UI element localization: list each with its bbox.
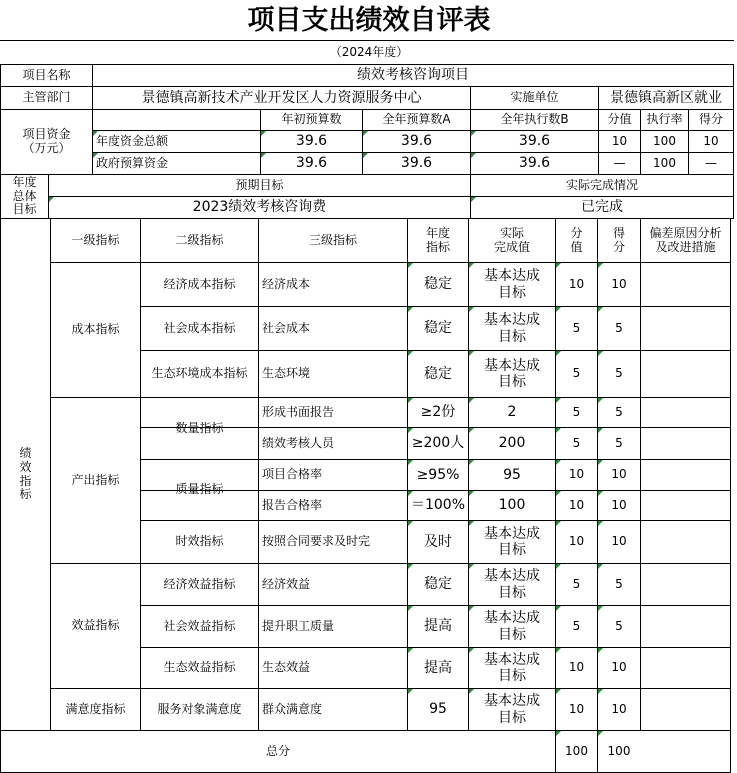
deviation-note [641, 606, 730, 647]
score-value: 5 [572, 618, 581, 633]
page-title: 项目支出绩效自评表 [247, 4, 491, 36]
annual-target: ≥2份 [420, 404, 456, 421]
cell-marker [261, 131, 266, 136]
got-value: 5 [615, 366, 623, 381]
annual-target: ≥200人 [411, 435, 465, 452]
cell-marker [598, 689, 603, 694]
annual-target: ≥95% [416, 466, 460, 483]
got-value: 5 [615, 576, 623, 591]
cell-marker [469, 428, 474, 433]
actual-value: 95 [503, 466, 521, 483]
funds-header: 年初预算数 [281, 112, 342, 127]
level1-indicator: 满意度指标 [65, 701, 126, 716]
cell-marker [363, 131, 368, 136]
cell-marker [93, 153, 98, 158]
annual-target: 稳定 [424, 576, 452, 593]
cell-marker [469, 648, 474, 653]
level1-indicator: 成本指标 [71, 322, 120, 337]
funds-value: 100 [653, 155, 676, 170]
funds-header: 全年预算数A [382, 112, 451, 127]
cell-marker [598, 351, 603, 356]
impl-unit: 景德镇高新区就业 [610, 89, 722, 106]
cell-marker [408, 521, 413, 526]
annual-target: 稳定 [424, 320, 452, 337]
grid-line [0, 40, 734, 41]
level3-indicator: 生态环境 [262, 366, 311, 381]
funds-value: 39.6 [518, 133, 551, 150]
cell-marker [408, 351, 413, 356]
funds-header: 分值 [607, 112, 632, 127]
got-value: 10 [611, 701, 627, 716]
cell-marker [556, 606, 561, 611]
cell-marker [408, 307, 413, 312]
level3-indicator: 经济效益 [262, 576, 311, 591]
perf-header: 三级指标 [308, 232, 357, 247]
project-name-label: 项目名称 [22, 67, 71, 82]
cell-marker [556, 521, 561, 526]
cell-marker [408, 398, 413, 403]
score-value: 5 [572, 320, 581, 335]
deviation-note [641, 689, 730, 730]
deviation-note [641, 428, 730, 459]
annual-target: 稳定 [424, 365, 452, 382]
perf-label: 绩 效 指 标 [19, 445, 32, 502]
funds-value: 39.6 [295, 133, 328, 150]
level2-indicator: 时效指标 [175, 534, 224, 549]
funds-value: — [705, 155, 717, 170]
cell-marker [598, 564, 603, 569]
cell-marker [598, 606, 603, 611]
funds-row-label: 政府预算资金 [96, 155, 169, 170]
got-value: 10 [611, 497, 627, 512]
annual-target: 及时 [424, 533, 452, 550]
cell-marker [469, 521, 474, 526]
deviation-note [641, 351, 730, 397]
deviation-note [641, 307, 730, 350]
level3-indicator: 社会成本 [262, 320, 311, 335]
deviation-note [641, 263, 730, 306]
score-value: 5 [572, 366, 581, 381]
score-value: 5 [572, 576, 581, 591]
perf-header: 得 分 [612, 225, 625, 254]
cell-marker [598, 521, 603, 526]
level1-indicator: 产出指标 [71, 472, 120, 487]
annual-target: ＝100% [410, 497, 466, 514]
cell-marker [556, 428, 561, 433]
cell-marker [408, 263, 413, 268]
cell-marker [556, 564, 561, 569]
level2-indicator: 服务对象满意度 [157, 701, 242, 716]
level3-indicator: 项目合格率 [262, 467, 323, 482]
cell-marker [408, 564, 413, 569]
score-value: 10 [568, 534, 585, 549]
actual-value: 基本达成 目标 [484, 357, 540, 390]
actual-value: 基本达成 目标 [484, 693, 540, 726]
annual-target: 95 [429, 701, 447, 718]
perf-header: 实际 完成值 [493, 225, 530, 254]
actual-value: 基本达成 目标 [484, 610, 540, 643]
deviation-note [641, 460, 730, 490]
dept-name: 景德镇高新技术产业开发区人力资源服务中心 [141, 89, 422, 106]
level3-indicator: 按照合同要求及时完 [262, 534, 371, 549]
funds-value: 10 [611, 133, 628, 148]
deviation-note [641, 398, 730, 427]
cell-marker [469, 491, 474, 496]
cell-marker [471, 197, 476, 202]
impl-label: 实施单位 [510, 90, 559, 105]
cell-marker [556, 689, 561, 694]
got-value: 5 [615, 404, 623, 419]
cell-marker [469, 606, 474, 611]
cell-marker [556, 263, 561, 268]
deviation-note [641, 491, 730, 520]
deviation-note [641, 521, 730, 563]
cell-marker [598, 731, 603, 736]
level3-indicator: 形成书面报告 [262, 404, 335, 419]
level2-indicator: 数量指标 [175, 420, 224, 435]
funds-value: 39.6 [400, 155, 433, 172]
actual-value: 2 [507, 404, 517, 421]
got-value: 10 [611, 660, 627, 675]
score-value: 10 [568, 497, 585, 512]
cell-marker [598, 491, 603, 496]
goal-actual: 已完成 [581, 199, 623, 216]
cell-marker [93, 131, 98, 136]
actual-value: 基本达成 目标 [484, 312, 540, 345]
funds-label: 项目资金 （万元） [22, 127, 71, 155]
score-value: 10 [568, 701, 585, 716]
level2-indicator: 生态环境成本指标 [151, 366, 248, 381]
cell-marker [408, 689, 413, 694]
got-value: 10 [611, 534, 627, 549]
cell-marker [471, 153, 476, 158]
score-value: 10 [568, 276, 585, 291]
funds-row-label: 年度资金总额 [96, 133, 169, 148]
cell-marker [598, 307, 603, 312]
score-value: 10 [568, 660, 585, 675]
cell-marker [598, 398, 603, 403]
funds-header: 执行率 [646, 112, 683, 127]
funds-value: 39.6 [295, 155, 328, 172]
cell-marker [408, 428, 413, 433]
level2-indicator: 质量指标 [175, 482, 224, 497]
got-value: 5 [615, 435, 623, 450]
perf-header: 年度 指标 [425, 225, 450, 254]
level2-indicator: 生态效益指标 [163, 660, 236, 675]
cell-marker [556, 460, 561, 465]
cell-marker [556, 731, 561, 736]
cell-marker [469, 398, 474, 403]
cell-marker [49, 197, 54, 202]
grid-line [733, 64, 734, 175]
funds-header: 全年执行数B [500, 112, 569, 127]
annual-target: 提高 [424, 659, 452, 676]
level3-indicator: 经济成本 [262, 276, 311, 291]
cell-marker [469, 263, 474, 268]
funds-value: 39.6 [518, 155, 551, 172]
funds-header: 得分 [698, 112, 723, 127]
goal-expected-header: 预期目标 [235, 177, 284, 192]
perf-header: 分 值 [570, 225, 583, 254]
actual-value: 基本达成 目标 [484, 268, 540, 301]
deviation-note [641, 648, 730, 688]
level3-indicator: 提升职工质量 [262, 618, 335, 633]
level3-indicator: 生态效益 [262, 660, 311, 675]
level3-indicator: 群众满意度 [262, 701, 323, 716]
dept-label: 主管部门 [22, 90, 71, 105]
perf-header: 一级指标 [71, 232, 120, 247]
cell-marker [469, 351, 474, 356]
level3-indicator: 绩效考核人员 [262, 435, 335, 450]
cell-marker [261, 153, 266, 158]
got-value: 5 [615, 320, 623, 335]
cell-marker [556, 398, 561, 403]
cell-marker [469, 460, 474, 465]
grid-line [730, 218, 731, 773]
cell-marker [471, 131, 476, 136]
total-label: 总分 [265, 743, 290, 758]
cell-marker [598, 428, 603, 433]
actual-value: 基本达成 目标 [484, 568, 540, 601]
cell-marker [598, 263, 603, 268]
total-got: 100 [607, 743, 631, 758]
actual-value: 基本达成 目标 [484, 525, 540, 558]
actual-value: 200 [498, 435, 526, 452]
actual-value: 基本达成 目标 [484, 651, 540, 684]
cell-marker [598, 460, 603, 465]
cell-marker [556, 307, 561, 312]
cell-marker [556, 351, 561, 356]
cell-marker [408, 606, 413, 611]
score-value: 5 [572, 435, 581, 450]
cell-marker [469, 689, 474, 694]
deviation-note [641, 564, 730, 605]
cell-marker [598, 648, 603, 653]
level2-indicator: 社会成本指标 [163, 320, 236, 335]
grid-line [733, 174, 734, 219]
goal-label: 年度 总体 目标 [12, 174, 37, 217]
total-score: 100 [565, 743, 588, 758]
cell-marker [363, 153, 368, 158]
level2-indicator: 社会效益指标 [163, 618, 236, 633]
got-value: 10 [611, 467, 627, 482]
cell-marker [556, 648, 561, 653]
perf-header: 二级指标 [175, 232, 224, 247]
annual-target: 提高 [424, 618, 452, 635]
perf-header: 偏差原因分析 及改进措施 [649, 225, 722, 254]
project-name: 绩效考核咨询项目 [357, 67, 469, 84]
year-note: （2024年度） [329, 44, 409, 59]
cell-marker [408, 460, 413, 465]
funds-value: 10 [703, 133, 719, 148]
cell-marker [469, 564, 474, 569]
level1-indicator: 效益指标 [71, 618, 120, 633]
goal-expected: 2023绩效考核咨询费 [192, 199, 327, 216]
cell-marker [408, 648, 413, 653]
actual-value: 100 [498, 497, 526, 514]
score-value: 10 [568, 467, 585, 482]
cell-marker [469, 307, 474, 312]
level2-indicator: 经济成本指标 [163, 276, 236, 291]
level2-indicator: 经济效益指标 [163, 576, 236, 591]
funds-value: 100 [653, 133, 676, 148]
score-value: 5 [572, 404, 581, 419]
level3-indicator: 报告合格率 [262, 497, 323, 512]
annual-target: 稳定 [424, 276, 452, 293]
funds-value: — [613, 155, 626, 170]
cell-marker [408, 491, 413, 496]
cell-marker [556, 491, 561, 496]
got-value: 10 [611, 276, 627, 291]
funds-value: 39.6 [400, 133, 433, 150]
got-value: 5 [615, 618, 623, 633]
goal-actual-header: 实际完成情况 [565, 177, 638, 192]
